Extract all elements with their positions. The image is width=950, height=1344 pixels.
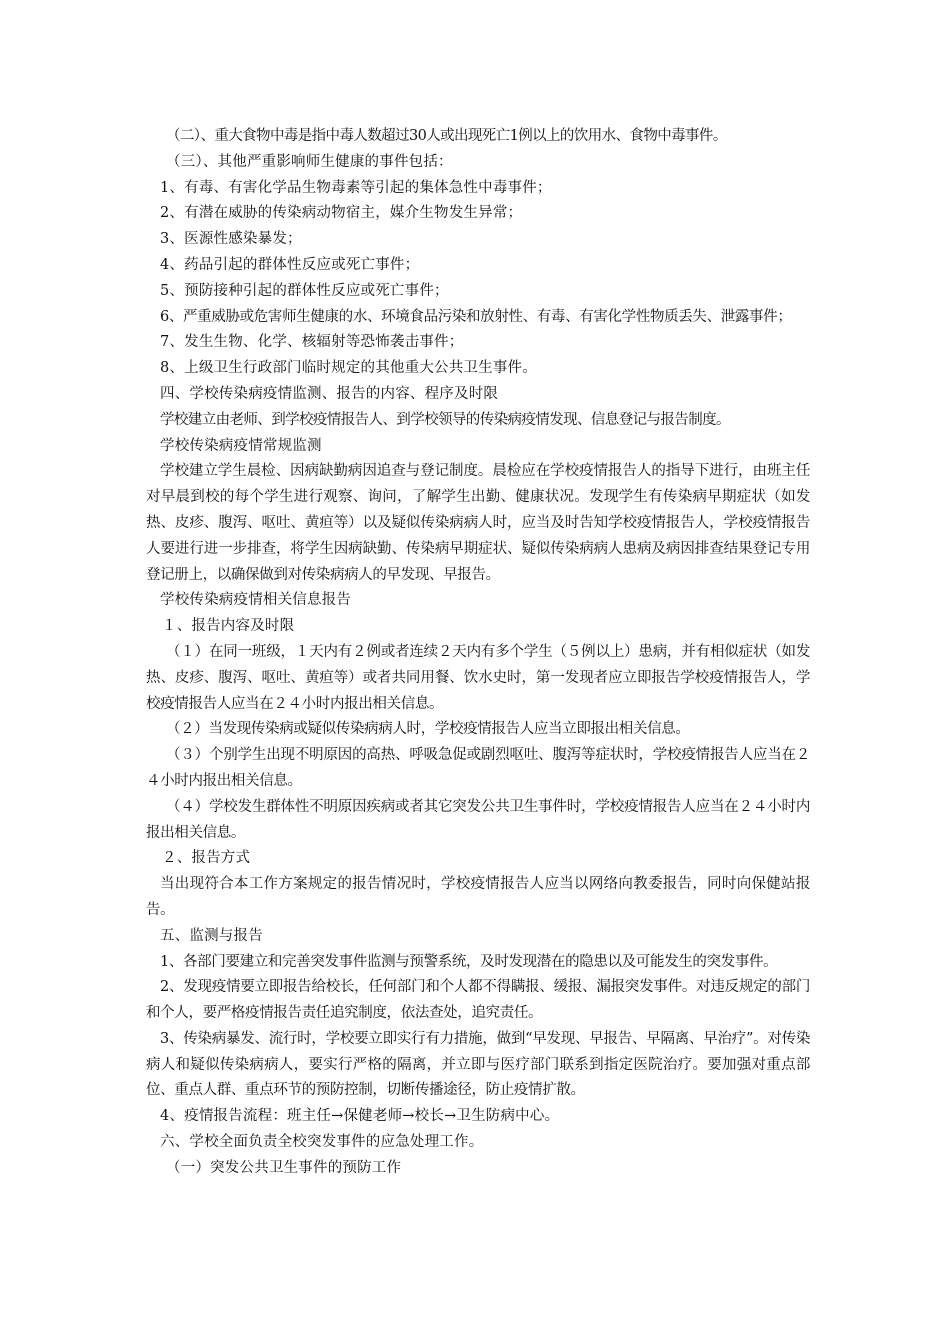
paragraph-other-events-heading: （三）、其他严重影响师生健康的事件包括：	[166, 153, 453, 170]
list-item-1: 1、有毒、有害化学品生物毒素等引起的集体急性中毒事件；	[160, 179, 552, 196]
section-heading-five: 五、监测与报告	[160, 927, 263, 944]
list-item-6: 6、严重威胁或危害师生健康的水、环境食品污染和放射性、有毒、有害化学性物质丢失、泄露事件；	[160, 308, 792, 325]
subheading-prevention-work: （一）突发公共卫生事件的预防工作	[166, 1159, 402, 1176]
paragraph-report-flow: 4、疫情报告流程：班主任→保健老师→校长→卫生防病中心。	[160, 1108, 560, 1125]
document-page	[146, 124, 810, 1182]
paragraph-item-3: （３）个别学生出现不明原因的高热、呼吸急促或剧烈呕吐、腹泻等症状时，学校疫情报告人应当在２４小时内报出相关信息。	[146, 747, 810, 789]
paragraph-item-1: （１）在同一班级，１天内有２例或者连续２天内有多个学生（５例以上）患病，并有相似症状（如发热、皮疹、腹泻、呕吐、黄疸等）或者共同用餐、饮水史时，第一发现者应立即报告学校疫情报告人，学校疫情报告人应当在２４小时内报出相关信息。	[146, 643, 810, 712]
subheading-reporting-method: ２、报告方式	[162, 850, 251, 867]
paragraph-reporting-system: 学校建立由老师、到学校疫情报告人、到学校领导的传染病疫情发现、信息登记与报告制度。	[160, 411, 730, 428]
list-item-3: 3、医源性感染暴发；	[160, 231, 302, 248]
paragraph-food-poisoning: （二）、重大食物中毒是指中毒人数超过30人或出现死亡1例以上的饮用水、食物中毒事件。	[166, 128, 727, 144]
paragraph-monitoring-3: 3、传染病暴发、流行时，学校要立即实行有力措施，做到“早发现、早报告、早隔离、早治疗”。对传染病人和疑似传染病病人，要实行严格的隔离，并立即与医疗部门联系到指定医院治疗。要加强对重点部位、重点人群、重点环节的预防控制，切断传播途径，防止疫情扩散。	[146, 1030, 810, 1099]
paragraph-monitoring-2: 2、发现疫情要立即报告给校长，任何部门和个人都不得瞒报、缓报、漏报突发事件。对违反规定的部门和个人，要严格疫情报告责任追究制度，依法查处，追究责任。	[146, 979, 810, 1022]
subheading-routine-monitoring: 学校传染病疫情常规监测	[160, 437, 322, 454]
paragraph-monitoring-1: 1、各部门要建立和完善突发事件监测与预警系统，及时发现潜在的隐患以及可能发生的突发事件。	[160, 953, 778, 970]
section-heading-four: 四、学校传染病疫情监测、报告的内容、程序及时限	[160, 385, 499, 402]
paragraph-reporting-method: 当出现符合本工作方案规定的报告情况时，学校疫情报告人应当以网络向教委报告，同时向保健站报告。	[146, 876, 810, 918]
paragraph-item-2: （２）当发现传染病或疑似传染病病人时，学校疫情报告人应当立即报出相关信息。	[166, 721, 690, 738]
paragraph-morning-check: 学校建立学生晨检、因病缺勤病因追查与登记制度。晨检应在学校疫情报告人的指导下进行，由班主任对早晨到校的每个学生进行观察、询问，了解学生出勤、健康状况。发现学生有传染病早期症状（如发热、皮疹、腹泻、呕吐、黄疸等）以及疑似传染病病人时，应当及时告知学校疫情报告人，学校疫情报告人要进行进一步排查，将学生因病缺勤、传染病早期症状、疑似传染病病人患病及病因排查结果登记专用登记册上，以确保做到对传染病病人的早发现、早报告。	[146, 463, 810, 583]
section-heading-six: 六、学校全面负责全校突发事件的应急处理工作。	[160, 1134, 484, 1151]
list-item-8: 8、上级卫生行政部门临时规定的其他重大公共卫生事件。	[160, 360, 537, 377]
subheading-related-reporting: 学校传染病疫情相关信息报告	[160, 592, 352, 609]
list-item-2: 2、有潜在威胁的传染病动物宿主，媒介生物发生异常；	[160, 205, 523, 222]
paragraph-item-4: （４）学校发生群体性不明原因疾病或者其它突发公共卫生事件时，学校疫情报告人应当在２４小时内报出相关信息。	[146, 798, 810, 841]
list-item-5: 5、预防接种引起的群体性反应或死亡事件；	[160, 282, 449, 299]
subheading-content-and-time-limit: １、报告内容及时限	[162, 618, 295, 635]
list-item-7: 7、发生生物、化学、核辐射等恐怖袭击事件；	[160, 334, 464, 351]
list-item-4: 4、药品引起的群体性反应或死亡事件；	[160, 256, 420, 273]
